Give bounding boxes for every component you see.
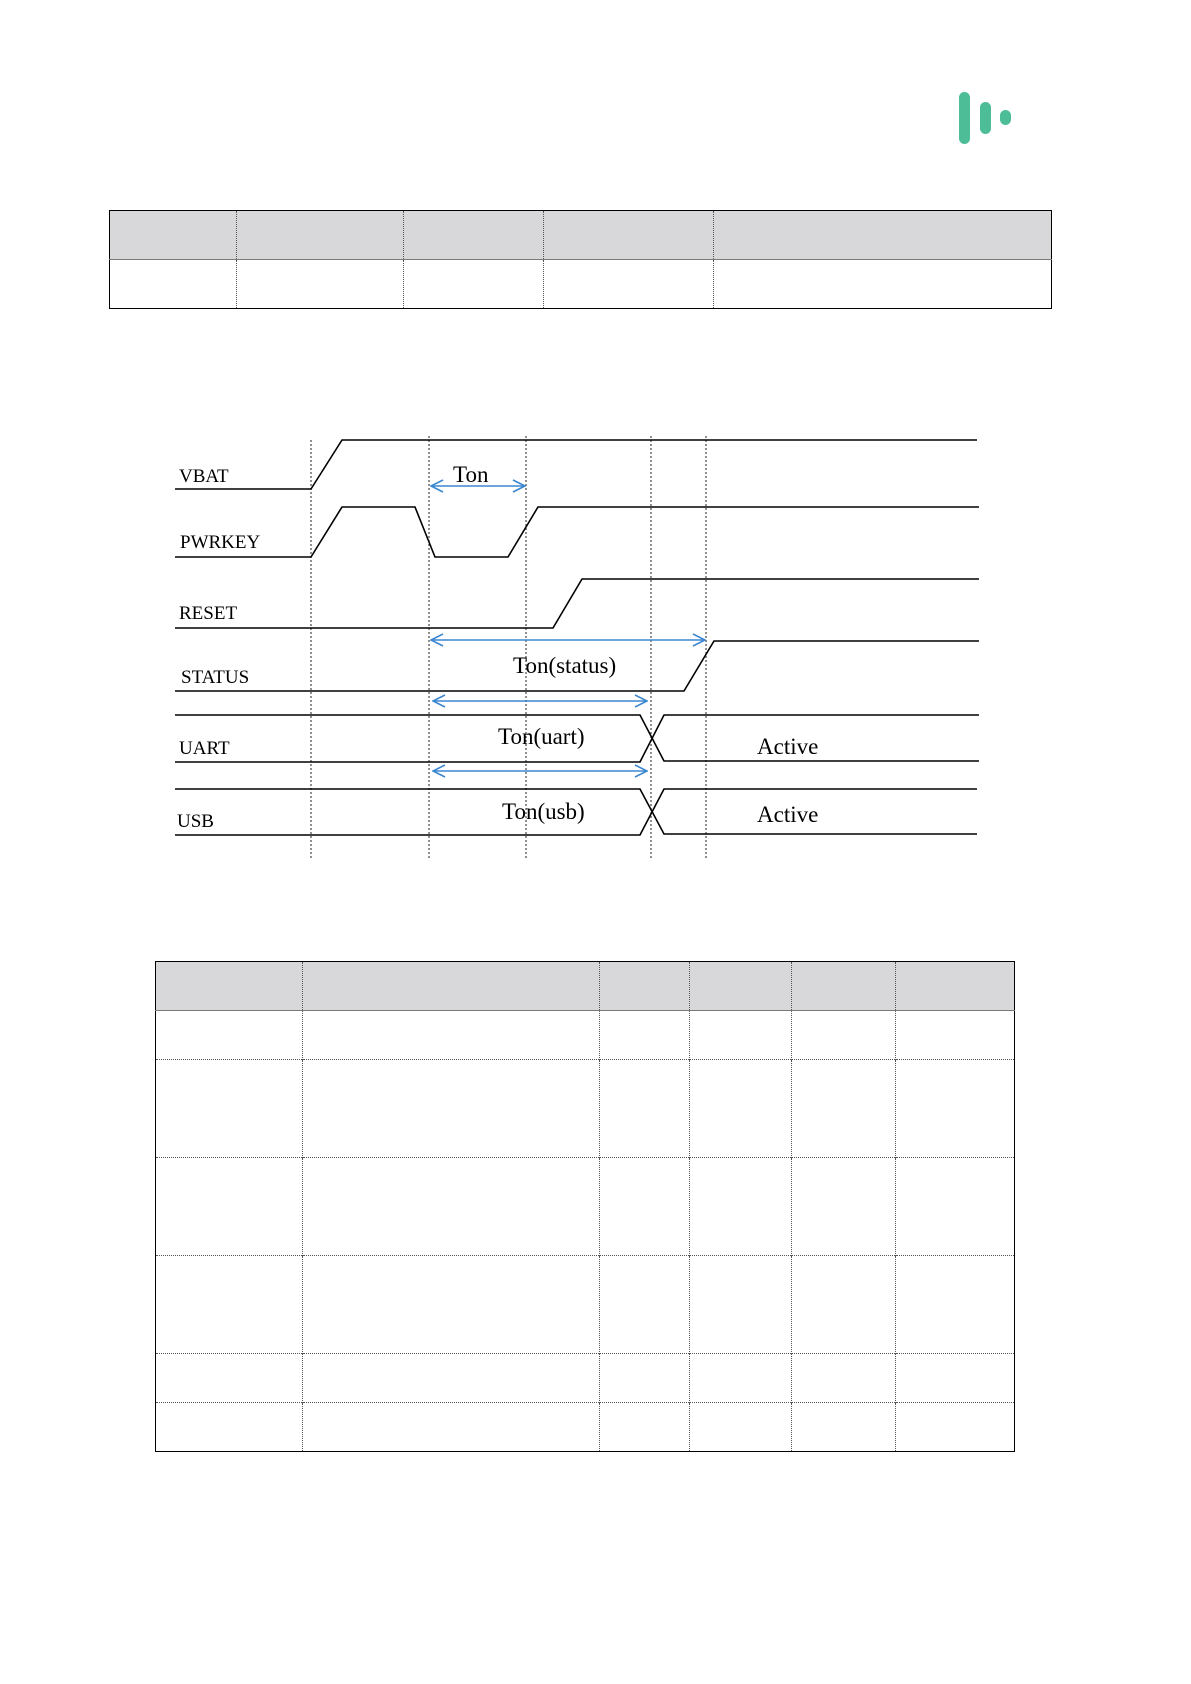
timing-guides — [311, 436, 706, 858]
signal-label-vbat: VBAT — [179, 466, 229, 487]
signal-label-uart: UART — [179, 738, 230, 759]
signal-label-pwrkey: PWRKEY — [180, 532, 261, 553]
usb-active-label: Active — [757, 802, 819, 827]
ton-label: Ton — [453, 462, 489, 487]
table-row — [156, 1011, 1015, 1060]
reset-waveform — [175, 579, 979, 628]
table-header-row — [156, 962, 1015, 1011]
vbat-waveform — [175, 440, 977, 489]
table-row — [156, 1403, 1015, 1452]
pwrkey-waveform — [175, 507, 979, 557]
signal-label-reset: RESET — [179, 603, 238, 624]
table-row — [156, 1158, 1015, 1256]
signal-label-usb: USB — [177, 811, 214, 832]
bottom-table — [155, 961, 1015, 1452]
signal-label-status: STATUS — [181, 667, 250, 688]
ton-usb-label: Ton(usb) — [502, 799, 585, 824]
table-row — [156, 1354, 1015, 1403]
ton-status-label: Ton(status) — [513, 653, 617, 678]
table-row — [156, 1060, 1015, 1158]
ton-uart-label: Ton(uart) — [498, 724, 585, 749]
table-row — [156, 1256, 1015, 1354]
uart-active-label: Active — [757, 734, 819, 759]
